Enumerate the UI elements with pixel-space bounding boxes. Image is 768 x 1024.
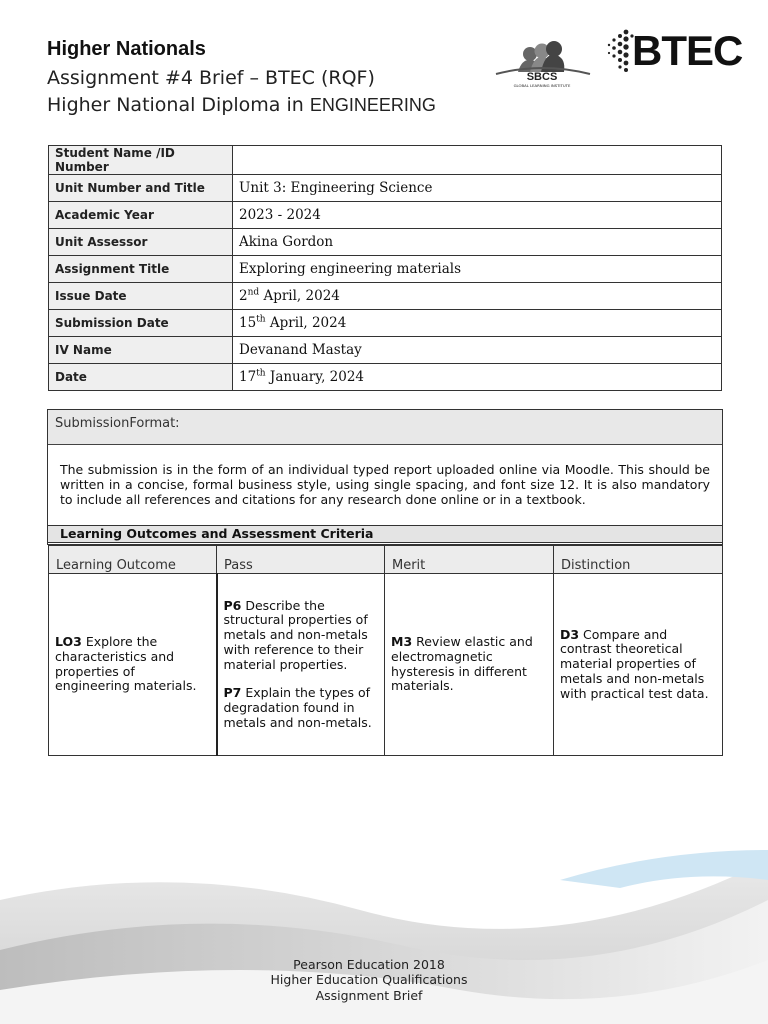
p6-text: Describe the structural properties of metals and non-metals with reference to their material properties.	[223, 597, 368, 672]
p6-code: P6	[223, 597, 242, 613]
table-row	[49, 337, 722, 364]
student-label: Student Name /ID Number	[49, 146, 233, 175]
table-row	[49, 146, 722, 175]
issue-date-label: Issue Date	[49, 283, 233, 310]
doc-title: Higher Nationals	[47, 38, 206, 60]
issue-date-day: 2	[239, 288, 248, 304]
learning-outcomes-heading: Learning Outcomes and Assessment Criteria	[47, 525, 723, 543]
assignment-info-table	[48, 145, 722, 391]
unit-label: Unit Number and Title	[49, 175, 233, 202]
lo3-text: Explore the characteristics and properties of engineering materials.	[55, 634, 197, 694]
issue-date-rest: April, 2024	[259, 288, 340, 304]
submission-date-day: 15	[239, 315, 257, 331]
footer-line-2: Higher Education Qualifications	[270, 971, 468, 987]
date-rest: January, 2024	[265, 369, 365, 385]
d3-text: Compare and contrast theoretical material properties of metals and non-metals with practical test data.	[560, 626, 709, 701]
table-row	[49, 283, 722, 310]
diploma-subject: ENGINEERING	[309, 95, 436, 115]
p6-criterion	[224, 599, 379, 673]
issue-date-value	[233, 283, 722, 310]
assignment-brief-line: Assignment #4 Brief – BTEC (RQF)	[47, 67, 375, 89]
p7-code: P7	[223, 685, 242, 701]
col-distinction: Distinction	[554, 546, 723, 574]
sbcs-logo-subtext: GLOBAL LEARNING INSTITUTE	[513, 83, 571, 88]
sbcs-logo	[492, 38, 592, 90]
table-header-row	[49, 546, 723, 574]
diploma-prefix: Higher National Diploma in	[47, 94, 310, 116]
date-day: 17	[239, 369, 257, 385]
lo3-code: LO3	[55, 634, 82, 650]
learning-outcomes-table	[48, 545, 723, 756]
lo3-cell	[49, 574, 217, 756]
footer-line-3: Assignment Brief	[315, 988, 423, 1003]
col-merit: Merit	[385, 546, 554, 574]
table-row	[49, 574, 723, 756]
distinction-cell	[554, 574, 723, 756]
d3-code: D3	[560, 626, 580, 642]
issue-date-suffix: nd	[247, 287, 260, 298]
date-label: Date	[49, 364, 233, 391]
submission-format-text: The submission is in the form of an individual typed report uploaded online via Moodle. This should be written in a concise, formal business style, using single spacing, and font size 12. It is also mandatory to include all references and citations for any research done online or in a textbook.	[60, 462, 710, 507]
col-learning-outcome: Learning Outcome	[49, 546, 217, 574]
merit-cell	[385, 574, 554, 756]
submission-format-heading: SubmissionFormat:	[48, 410, 722, 445]
table-row	[49, 256, 722, 283]
table-row	[49, 229, 722, 256]
date-suffix: th	[256, 368, 266, 379]
unit-assessor-label: Unit Assessor	[49, 229, 233, 256]
assignment-title-value: Exploring engineering materials	[233, 256, 722, 283]
btec-logo-text: BTEC	[632, 27, 743, 74]
table-row	[49, 364, 722, 391]
iv-name-value: Devanand Mastay	[233, 337, 722, 364]
page-footer	[0, 958, 738, 1004]
pass-cell	[217, 574, 385, 756]
submission-date-value	[233, 310, 722, 337]
submission-date-suffix: th	[256, 314, 266, 325]
table-row	[49, 175, 722, 202]
unit-assessor-value: Akina Gordon	[233, 229, 722, 256]
academic-year-label: Academic Year	[49, 202, 233, 229]
footer-line-1: Pearson Education 2018	[293, 957, 445, 972]
student-value	[233, 146, 722, 175]
m3-code: M3	[391, 634, 413, 650]
p7-text: Explain the types of degradation found in metals and non-metals.	[223, 685, 372, 730]
unit-value: Unit 3: Engineering Science	[233, 175, 722, 202]
sbcs-logo-text: SBCS	[526, 71, 558, 83]
submission-date-label: Submission Date	[49, 310, 233, 337]
table-row	[49, 202, 722, 229]
date-value	[233, 364, 722, 391]
assignment-title-label: Assignment Title	[49, 256, 233, 283]
m3-text: Review elastic and electromagnetic hysteresis in different materials.	[391, 634, 533, 694]
col-pass: Pass	[217, 546, 385, 574]
table-row	[49, 310, 722, 337]
diploma-line	[47, 94, 436, 116]
submission-date-rest: April, 2024	[265, 315, 347, 331]
academic-year-value: 2023 - 2024	[233, 202, 722, 229]
document-header	[47, 38, 436, 121]
iv-name-label: IV Name	[49, 337, 233, 364]
p7-criterion	[224, 686, 379, 730]
